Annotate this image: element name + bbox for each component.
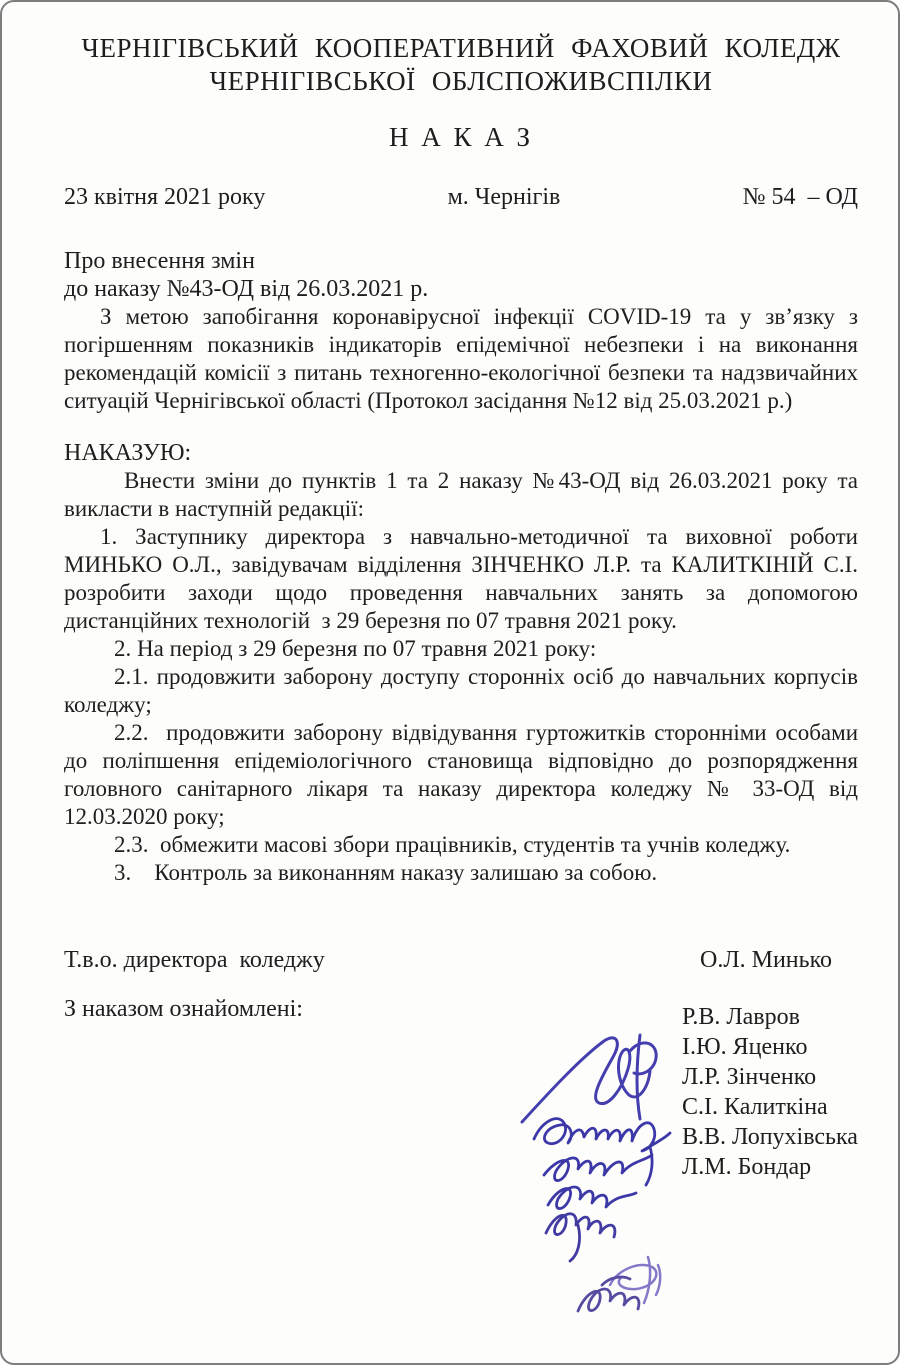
signature-lopukhivska-ink bbox=[610, 1257, 660, 1303]
order-word: НАКАЗУЮ: bbox=[64, 440, 192, 466]
director-signature-row bbox=[64, 947, 858, 974]
director-title: Т.в.о. директора коледжу bbox=[64, 947, 325, 973]
doc-date: 23 квітня 2021 року bbox=[64, 184, 266, 210]
signature-zinchenko-ink bbox=[548, 1187, 636, 1209]
intro-paragraph: Внести зміни до пунктів 1 та 2 наказу №43-ОД від 26.03.2021 року та викласти в наступній редакції: bbox=[64, 468, 858, 521]
ack-name: С.І. Калиткіна bbox=[682, 1094, 828, 1120]
order-item-2-2: 2.2. продовжити заборону відвідування гуртожитків сторонніми особами до поліпшення епідеміологічного становища відповідно до розпорядження головного санітарного лікаря та наказу директора коледжу № 33-ОД від 12.03.2020 року; bbox=[64, 720, 858, 829]
doc-subject bbox=[64, 247, 858, 303]
ack-name: Р.В. Лавров bbox=[682, 1004, 800, 1030]
order-item-2-3: 2.3. обмежити масові збори працівників, студентів та учнів коледжу. bbox=[114, 832, 791, 857]
order-item-2-1: 2.1. продовжити заборону доступу сторонніх осіб до навчальних корпусів коледжу; bbox=[64, 664, 858, 717]
ack-names-list bbox=[682, 1002, 858, 1182]
ack-label: З наказом ознайомлені: bbox=[64, 996, 303, 1022]
subject-line2: до наказу №43-ОД від 26.03.2021 р. bbox=[64, 276, 429, 302]
subject-line1: Про внесення змін bbox=[64, 248, 255, 274]
order-item-2: 2. На період з 29 березня по 07 травня 2021 року: bbox=[114, 636, 597, 661]
director-name: О.Л. Минько bbox=[700, 947, 833, 973]
ack-name: Л.М. Бондар bbox=[682, 1154, 812, 1180]
signature-kalytkina-ink bbox=[546, 1214, 615, 1261]
date-row bbox=[64, 184, 858, 211]
doc-city: м. Чернігів bbox=[447, 184, 561, 210]
org-name-line2: ЧЕРНІГІВСЬКОЇ ОБЛСПОЖИВСПІЛКИ bbox=[209, 66, 713, 96]
doc-type-title: Н А К А З bbox=[388, 122, 534, 152]
doc-number: № 54 – ОД bbox=[742, 184, 858, 210]
preamble-paragraph: З метою запобігання коронавірусної інфекції COVID-19 та у зв’язку з погіршенням показників індикаторів епідемічної небезпеки і на виконання рекомендацій комісії з питань техногенно-екологічної безпеки та надзвичайних ситуацій Чернігівської області (Протокол засідання №12 від 25.03.2021 р.) bbox=[64, 304, 858, 413]
order-item-1: 1. Заступнику директора з навчально-методичної та виховної роботи МИНЬКО О.Л., завідувачам відділення ЗІНЧЕНКО Л.Р. та КАЛИТКІНІЙ С.І. розробити заходи щодо проведення навчальних занять за допомогою дистанційних технологій з 29 березня по 07 травня 2021 року. bbox=[64, 524, 858, 633]
ack-name: В.В. Лопухівська bbox=[682, 1124, 858, 1150]
ack-name: І.Ю. Яценко bbox=[682, 1034, 808, 1060]
ack-name: Л.Р. Зінченко bbox=[682, 1064, 817, 1090]
signature-bondar-ink bbox=[578, 1277, 639, 1311]
order-item-3: 3. Контроль за виконанням наказу залишаю за собою. bbox=[114, 860, 658, 885]
org-name-line1: ЧЕРНІГІВСЬКИЙ КООПЕРАТИВНИЙ ФАХОВИЙ КОЛЕДЖ bbox=[81, 33, 841, 63]
document-content bbox=[2, 2, 898, 1182]
acknowledgement-row bbox=[64, 996, 858, 1182]
